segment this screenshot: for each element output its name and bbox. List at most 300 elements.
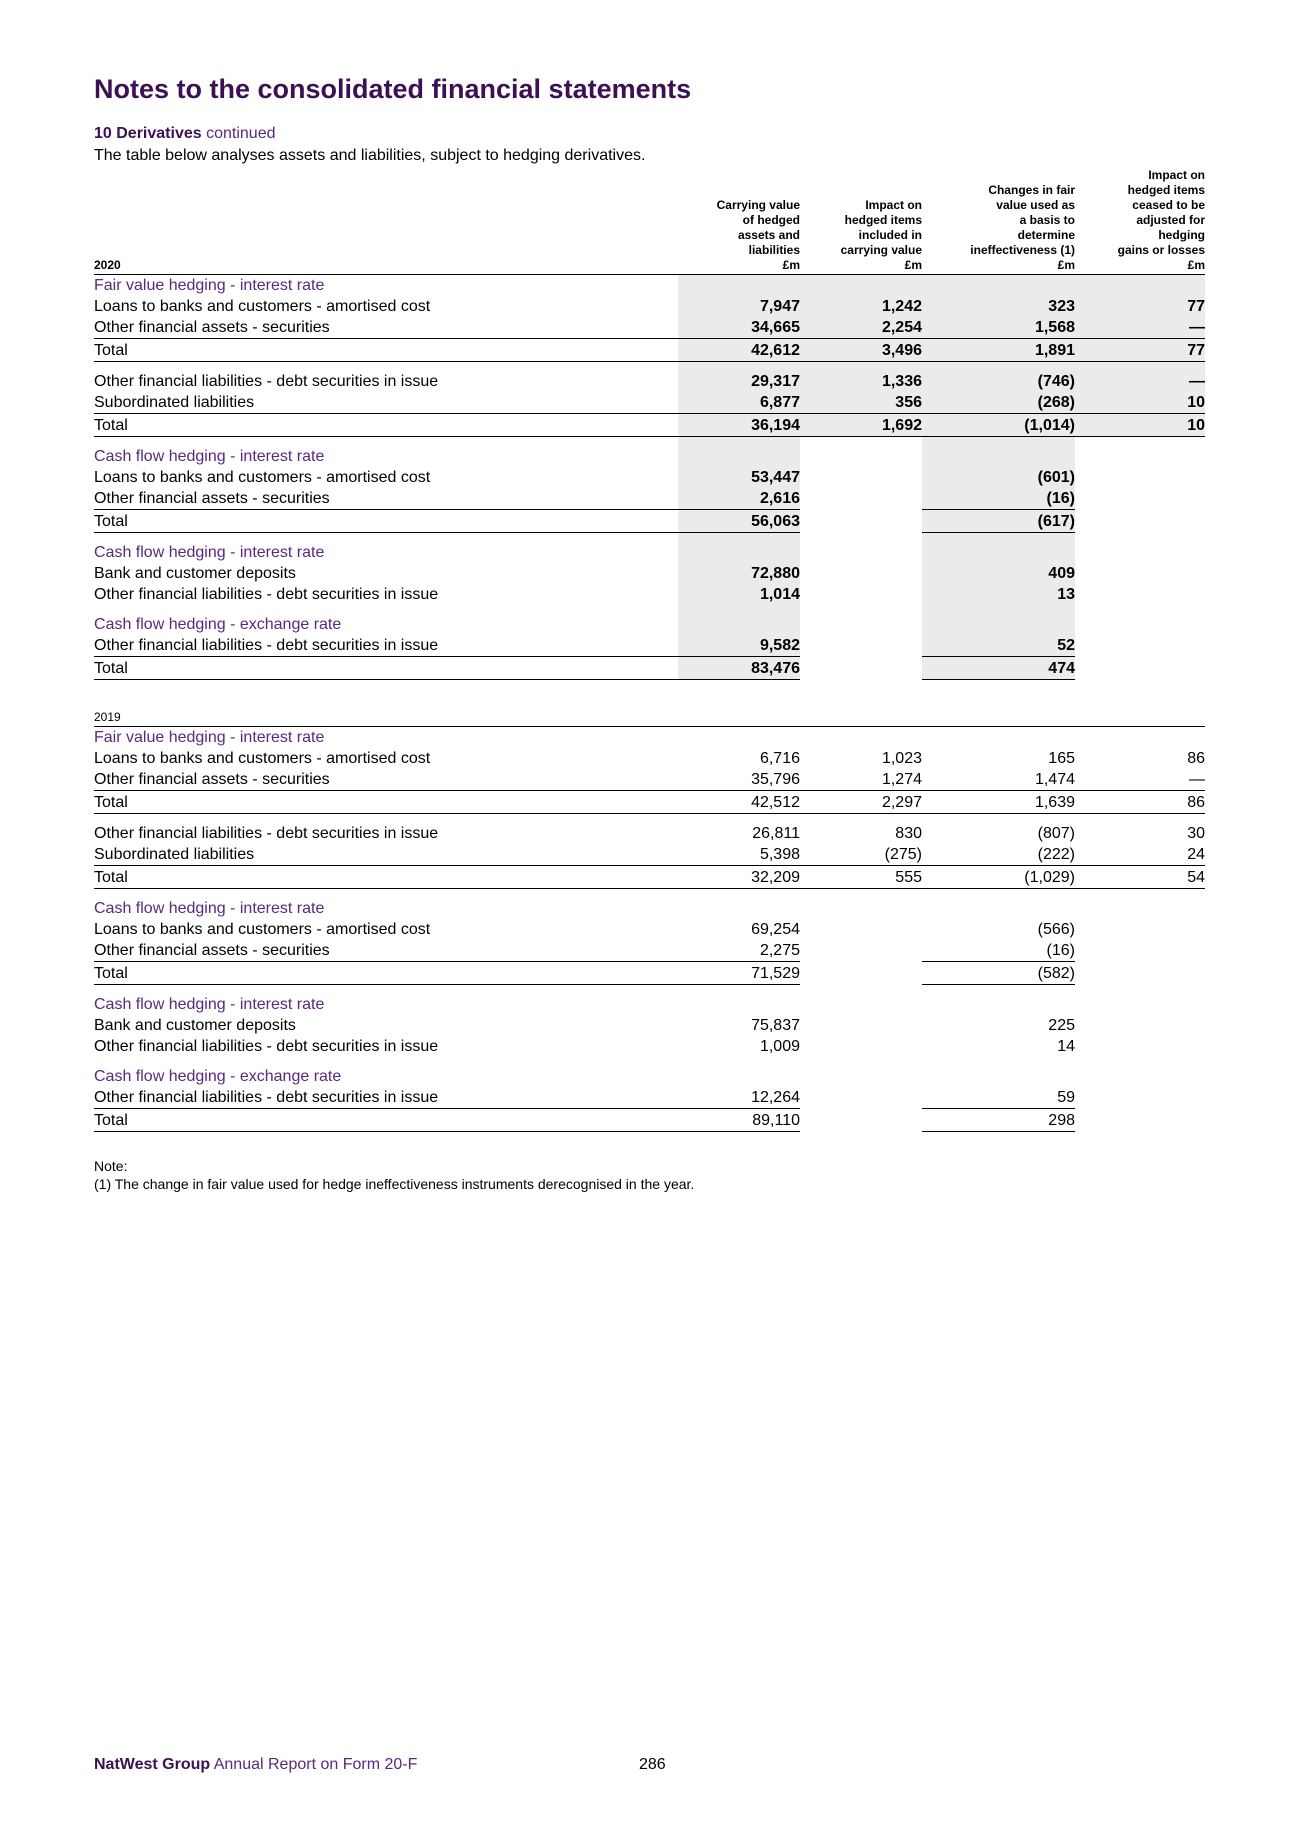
value-cell: 830 [895, 825, 922, 842]
value-cell: 32,209 [678, 866, 800, 889]
intro-text: The table below analyses assets and liabilities, subject to hedging derivatives. [94, 147, 646, 164]
value-cell: 26,811 [752, 825, 800, 842]
column-header-line: ceased to be [1132, 198, 1205, 212]
spacer-row [94, 437, 1205, 447]
total-row [94, 657, 1205, 680]
value-cell: 75,837 [751, 1017, 800, 1034]
subhead-cell [678, 614, 800, 635]
value-cell: 1,009 [759, 1038, 800, 1055]
value-cell: 474 [922, 657, 1075, 680]
value-cell [1075, 962, 1205, 985]
value-cell: 42,612 [678, 339, 800, 362]
spacer-row [94, 605, 1205, 614]
subhead-cell [678, 275, 800, 297]
subhead-cell [678, 446, 800, 467]
table-row [94, 1015, 1205, 1036]
table-row [94, 296, 1205, 317]
column-header-line: of hedged [742, 213, 800, 227]
value-cell: 3,496 [800, 339, 922, 362]
spacer-cell [94, 1057, 678, 1066]
spacer-cell [922, 605, 1075, 614]
spacer-cell [678, 889, 800, 899]
value-cell: 165 [1048, 750, 1075, 767]
value-cell [800, 563, 922, 584]
value-cell [1075, 919, 1205, 940]
value-cell [800, 1015, 922, 1036]
spacer-row [94, 985, 1205, 995]
subhead-row [94, 727, 1205, 749]
column-header-line: gains or losses [1117, 243, 1205, 257]
table-row [94, 488, 1205, 510]
subhead-cell [678, 1066, 800, 1087]
table-row [94, 748, 1205, 769]
spacer-row [94, 362, 1205, 372]
column-header-4 [1075, 168, 1205, 275]
spacer-cell [800, 362, 922, 372]
subhead-label: Cash flow hedging - interest rate [94, 544, 325, 561]
spacer-cell [1075, 362, 1205, 372]
spacer-cell [678, 437, 800, 447]
subhead-cell [922, 727, 1075, 749]
value-cell: 1,014 [678, 584, 800, 605]
subhead-cell [922, 898, 1075, 919]
subhead-cell [1075, 614, 1205, 635]
value-cell: 30 [1187, 825, 1205, 842]
spacer-row [94, 1057, 1205, 1066]
total-label: Total [94, 414, 678, 437]
note-heading: Note: [94, 1158, 128, 1174]
total-row [94, 510, 1205, 533]
value-cell: 1,692 [800, 414, 922, 437]
value-cell: 1,023 [881, 750, 922, 767]
value-cell: (1,029) [922, 866, 1075, 889]
value-cell: 6,716 [759, 750, 800, 767]
value-cell: 59 [1057, 1089, 1075, 1106]
row-label: Other financial liabilities - debt securities in issue [94, 373, 439, 390]
row-label: Bank and customer deposits [94, 1017, 296, 1034]
row-label: Other financial assets - securities [94, 319, 330, 336]
value-cell [1075, 510, 1205, 533]
spacer-cell [94, 814, 678, 824]
total-label: Total [94, 657, 678, 680]
subhead-cell [1075, 727, 1205, 749]
value-cell [800, 962, 922, 985]
spacer-cell [922, 814, 1075, 824]
column-header-line: £m [1057, 258, 1075, 272]
table-row [94, 317, 1205, 339]
table-row [94, 844, 1205, 866]
value-cell [800, 1036, 922, 1057]
value-cell: 86 [1075, 791, 1205, 814]
spacer-cell [678, 814, 800, 824]
subhead-cell [1075, 542, 1205, 563]
value-cell: 1,639 [922, 791, 1075, 814]
subhead-cell [800, 275, 922, 297]
spacer-cell [800, 605, 922, 614]
row-label: Other financial assets - securities [94, 490, 330, 507]
value-cell: 10 [1075, 414, 1205, 437]
subhead-cell [922, 275, 1075, 297]
column-header-line: carrying value [840, 243, 922, 257]
spacer-cell [1075, 1057, 1205, 1066]
spacer-row [94, 533, 1205, 543]
subhead-cell [922, 446, 1075, 467]
value-cell: 6,877 [678, 392, 800, 414]
total-label: Total [94, 339, 678, 362]
subhead-label: Cash flow hedging - interest rate [94, 448, 325, 465]
subhead-cell [1075, 898, 1205, 919]
subhead-label: Fair value hedging - interest rate [94, 729, 325, 746]
subhead-cell [678, 898, 800, 919]
value-cell: 356 [800, 392, 922, 414]
year-label: 2019 [94, 710, 678, 727]
row-label: Other financial liabilities - debt securities in issue [94, 586, 439, 603]
value-cell: 1,274 [881, 771, 922, 788]
table-row [94, 467, 1205, 488]
value-cell [800, 467, 922, 488]
subhead-row [94, 275, 1205, 297]
subhead-cell [1075, 275, 1205, 297]
spacer-cell [94, 362, 678, 372]
value-cell [800, 1109, 922, 1132]
subhead-cell [922, 1066, 1075, 1087]
column-header-line: value used as [996, 198, 1075, 212]
value-cell: 555 [800, 866, 922, 889]
column-header-line: adjusted for [1136, 213, 1205, 227]
spacer-cell [678, 985, 800, 995]
subhead-label: Cash flow hedging - interest rate [94, 996, 325, 1013]
spacer-cell [678, 605, 800, 614]
section-suffix: continued [206, 125, 276, 142]
footer-brand: NatWest Group [94, 1756, 211, 1773]
table-row [94, 769, 1205, 791]
column-header-line: liabilities [748, 243, 800, 257]
value-cell [1075, 940, 1205, 962]
section-heading [94, 125, 275, 143]
value-cell [800, 488, 922, 510]
row-label: Subordinated liabilities [94, 846, 255, 863]
value-cell: 2,616 [678, 488, 800, 510]
value-cell: 89,110 [678, 1109, 800, 1132]
page-title: Notes to the consolidated financial statements [94, 74, 692, 104]
note-block [94, 1157, 694, 1193]
column-header-2 [800, 168, 922, 275]
spacer-cell [922, 985, 1075, 995]
subhead-row [94, 614, 1205, 635]
subhead-cell [1075, 994, 1205, 1015]
value-cell [800, 584, 922, 605]
table-row [94, 635, 1205, 657]
subhead-cell [1075, 446, 1205, 467]
spacer-cell [1075, 605, 1205, 614]
column-header-row [94, 710, 1205, 727]
total-row [94, 414, 1205, 437]
value-cell [800, 510, 922, 533]
value-cell [1075, 467, 1205, 488]
spacer-cell [800, 889, 922, 899]
row-label: Subordinated liabilities [94, 394, 255, 411]
value-cell [800, 635, 922, 657]
row-label: Bank and customer deposits [94, 565, 296, 582]
spacer-cell [922, 889, 1075, 899]
value-cell [1075, 1109, 1205, 1132]
value-cell: (1,014) [922, 414, 1075, 437]
value-cell: (16) [1046, 942, 1075, 959]
subhead-cell [678, 994, 800, 1015]
value-cell: (16) [922, 488, 1075, 510]
value-cell: 86 [1187, 750, 1205, 767]
subhead-row [94, 542, 1205, 563]
total-label: Total [94, 510, 678, 533]
spacer-cell [94, 605, 678, 614]
row-label: Other financial liabilities - debt securities in issue [94, 1038, 439, 1055]
column-header-line: hedged items [844, 213, 922, 227]
value-cell: 77 [1075, 339, 1205, 362]
value-cell: 10 [1075, 392, 1205, 414]
total-row [94, 962, 1205, 985]
spacer-cell [800, 985, 922, 995]
table-row [94, 1087, 1205, 1109]
spacer-cell [1075, 889, 1205, 899]
value-cell: 1,242 [800, 296, 922, 317]
value-cell [1075, 584, 1205, 605]
value-cell: 298 [922, 1109, 1075, 1132]
value-cell: 83,476 [678, 657, 800, 680]
total-row [94, 1109, 1205, 1132]
column-header-1 [678, 710, 800, 727]
value-cell: 1,474 [1034, 771, 1075, 788]
row-label: Loans to banks and customers - amortised cost [94, 750, 431, 767]
column-header-line: included in [858, 228, 922, 242]
spacer-cell [1075, 437, 1205, 447]
value-cell: 9,582 [678, 635, 800, 657]
subhead-cell [800, 446, 922, 467]
spacer-row [94, 814, 1205, 824]
column-header-3 [922, 710, 1075, 727]
footer [94, 1756, 417, 1774]
total-label: Total [94, 962, 678, 985]
row-label: Other financial liabilities - debt securities in issue [94, 825, 439, 842]
table-row [94, 563, 1205, 584]
table-row [94, 940, 1205, 962]
value-cell [1075, 563, 1205, 584]
subhead-cell [800, 898, 922, 919]
row-label: Other financial assets - securities [94, 771, 330, 788]
value-cell: 1,891 [922, 339, 1075, 362]
total-row [94, 866, 1205, 889]
table-row [94, 584, 1205, 605]
subhead-cell [1075, 1066, 1205, 1087]
row-label: Loans to banks and customers - amortised cost [94, 298, 431, 315]
subhead-cell [800, 1066, 922, 1087]
value-cell: 52 [922, 635, 1075, 657]
subhead-label: Cash flow hedging - exchange rate [94, 616, 342, 633]
value-cell [1075, 1015, 1205, 1036]
column-header-line: Impact on [865, 198, 922, 212]
column-header-line: determine [1017, 228, 1075, 242]
subhead-row [94, 898, 1205, 919]
column-header-line: ineffectiveness (1) [970, 243, 1075, 257]
total-label: Total [94, 1109, 678, 1132]
subhead-label: Cash flow hedging - exchange rate [94, 1068, 342, 1085]
value-cell: 2,254 [800, 317, 922, 339]
total-row [94, 339, 1205, 362]
section-name: 10 Derivatives [94, 125, 202, 142]
spacer-cell [922, 362, 1075, 372]
value-cell: — [1075, 371, 1205, 392]
value-cell [1075, 657, 1205, 680]
column-header-line: Changes in fair [988, 183, 1075, 197]
spacer-cell [678, 533, 800, 543]
column-header-3 [922, 168, 1075, 275]
value-cell: 5,398 [759, 846, 800, 863]
value-cell: 53,447 [678, 467, 800, 488]
spacer-cell [922, 533, 1075, 543]
value-cell: 29,317 [678, 371, 800, 392]
value-cell: 1,336 [800, 371, 922, 392]
value-cell: 77 [1075, 296, 1205, 317]
table-2020 [94, 168, 1205, 680]
value-cell: 34,665 [678, 317, 800, 339]
table-row [94, 1036, 1205, 1057]
value-cell: 35,796 [751, 771, 800, 788]
subhead-row [94, 1066, 1205, 1087]
spacer-cell [922, 1057, 1075, 1066]
value-cell: 71,529 [678, 962, 800, 985]
spacer-cell [94, 437, 678, 447]
value-cell: (222) [1037, 846, 1075, 863]
row-label: Loans to banks and customers - amortised cost [94, 921, 431, 938]
subhead-cell [922, 614, 1075, 635]
total-label: Total [94, 866, 678, 889]
subhead-cell [922, 542, 1075, 563]
value-cell: 54 [1075, 866, 1205, 889]
spacer-cell [1075, 985, 1205, 995]
value-cell: — [1189, 771, 1205, 788]
row-label: Other financial liabilities - debt securities in issue [94, 637, 439, 654]
spacer-cell [922, 437, 1075, 447]
column-header-line: Impact on [1148, 168, 1205, 182]
value-cell [1075, 635, 1205, 657]
spacer-cell [94, 889, 678, 899]
subhead-label: Fair value hedging - interest rate [94, 277, 325, 294]
subhead-row [94, 446, 1205, 467]
spacer-cell [800, 814, 922, 824]
value-cell: (601) [922, 467, 1075, 488]
subhead-row [94, 994, 1205, 1015]
column-header-row [94, 168, 1205, 275]
subhead-cell [678, 542, 800, 563]
value-cell: (275) [884, 846, 922, 863]
value-cell: (807) [1037, 825, 1075, 842]
row-label: Loans to banks and customers - amortised cost [94, 469, 431, 486]
subhead-cell [800, 727, 922, 749]
column-header-line: hedged items [1127, 183, 1205, 197]
footer-report: Annual Report on Form 20-F [213, 1756, 418, 1773]
value-cell: 7,947 [678, 296, 800, 317]
value-cell: 1,568 [922, 317, 1075, 339]
row-label: Other financial assets - securities [94, 942, 330, 959]
value-cell: 13 [922, 584, 1075, 605]
value-cell: 2,297 [800, 791, 922, 814]
row-label: Other financial liabilities - debt securities in issue [94, 1089, 439, 1106]
spacer-cell [800, 437, 922, 447]
subhead-cell [800, 542, 922, 563]
value-cell: 72,880 [678, 563, 800, 584]
value-cell: (746) [922, 371, 1075, 392]
spacer-cell [800, 1057, 922, 1066]
subhead-cell [678, 727, 800, 749]
table-row [94, 392, 1205, 414]
table-2019 [94, 710, 1205, 1132]
subhead-label: Cash flow hedging - interest rate [94, 900, 325, 917]
value-cell [1075, 1036, 1205, 1057]
value-cell [800, 940, 922, 962]
column-header-line: Carrying value [716, 198, 800, 212]
page-number: 286 [639, 1756, 666, 1773]
column-header-2 [800, 710, 922, 727]
value-cell: (617) [922, 510, 1075, 533]
value-cell: 56,063 [678, 510, 800, 533]
spacer-cell [678, 362, 800, 372]
spacer-cell [1075, 814, 1205, 824]
subhead-cell [800, 614, 922, 635]
value-cell [800, 1087, 922, 1109]
spacer-cell [94, 533, 678, 543]
note-item: (1) The change in fair value used for hedge ineffectiveness instruments derecognised in the year. [94, 1176, 695, 1192]
value-cell: 409 [922, 563, 1075, 584]
column-header-line: £m [904, 258, 922, 272]
column-header-line: £m [1187, 258, 1205, 272]
table-row [94, 823, 1205, 844]
value-cell: (268) [922, 392, 1075, 414]
value-cell: 69,254 [751, 921, 800, 938]
value-cell: — [1075, 317, 1205, 339]
spacer-cell [800, 533, 922, 543]
value-cell [1075, 1087, 1205, 1109]
table-row [94, 371, 1205, 392]
value-cell: 24 [1187, 846, 1205, 863]
year-label: 2020 [94, 168, 678, 275]
value-cell: 2,275 [759, 942, 800, 959]
value-cell [800, 919, 922, 940]
spacer-cell [94, 985, 678, 995]
value-cell: 323 [922, 296, 1075, 317]
value-cell: 42,512 [678, 791, 800, 814]
column-header-line: hedging [1158, 228, 1205, 242]
subhead-cell [922, 994, 1075, 1015]
table-row [94, 919, 1205, 940]
column-header-line: a basis to [1019, 213, 1075, 227]
subhead-cell [800, 994, 922, 1015]
column-header-line: £m [782, 258, 800, 272]
value-cell: 12,264 [751, 1089, 800, 1106]
value-cell [800, 657, 922, 680]
value-cell: (566) [1037, 921, 1075, 938]
column-header-line: assets and [737, 228, 800, 242]
column-header-4 [1075, 710, 1205, 727]
spacer-row [94, 889, 1205, 899]
total-label: Total [94, 791, 678, 814]
value-cell [1075, 488, 1205, 510]
value-cell: 225 [1048, 1017, 1075, 1034]
value-cell: 36,194 [678, 414, 800, 437]
column-header-1 [678, 168, 800, 275]
total-row [94, 791, 1205, 814]
value-cell: (582) [922, 962, 1075, 985]
value-cell: 14 [1057, 1038, 1075, 1055]
spacer-cell [1075, 533, 1205, 543]
